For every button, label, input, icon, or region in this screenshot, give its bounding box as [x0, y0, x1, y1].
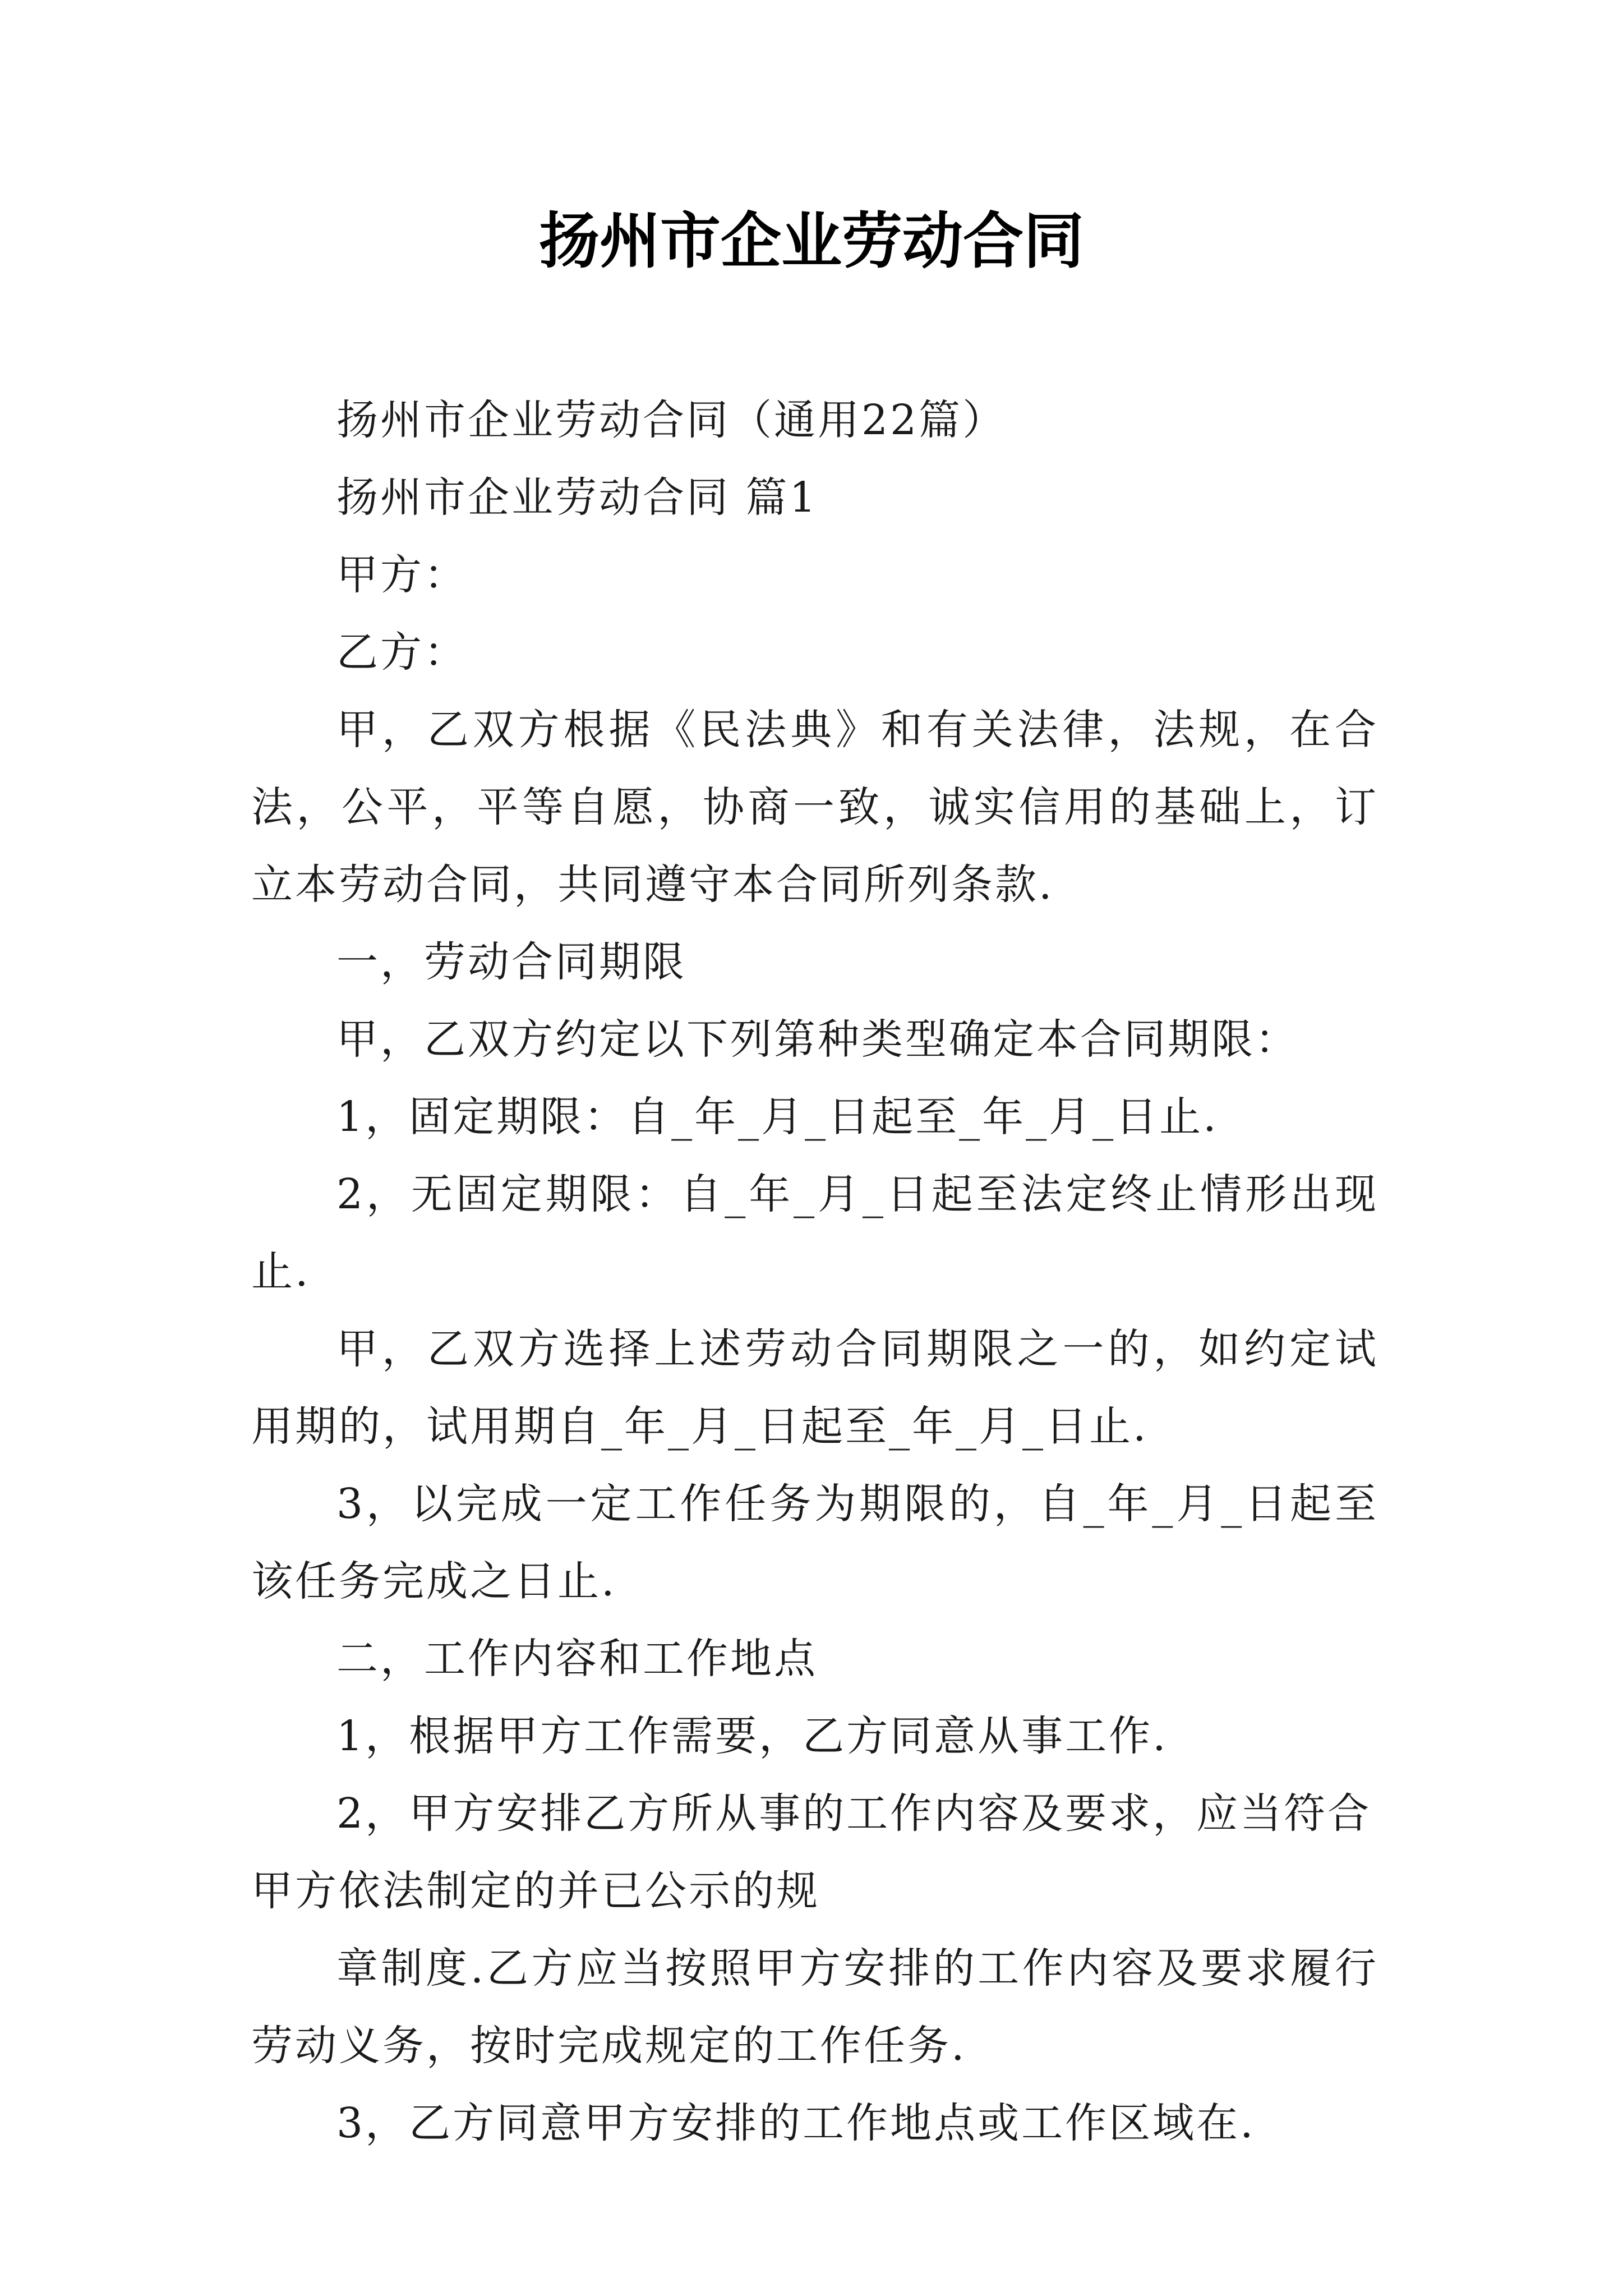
party-a-line: 甲方：	[336, 551, 468, 599]
section-heading: 扬州市企业劳动合同 篇1	[336, 473, 818, 522]
clause-heading-term: 一，劳动合同期限	[336, 938, 686, 986]
clause-paragraph: 2，无固定期限：自_年_月_日起至法定终止情形出现止.	[251, 1170, 1378, 1296]
clause-paragraph: 1，固定期限：自_年_月_日起至_年_月_日止.	[336, 1093, 1219, 1141]
preamble-paragraph: 甲，乙双方根据《民法典》和有关法律，法规，在合法，公平，平等自愿，协商一致，诚实信用的基础上，订立本劳动合同，共同遵守本合同所列条款.	[251, 706, 1378, 909]
party-b-line: 乙方：	[336, 628, 468, 677]
document-body	[251, 381, 1378, 2162]
clause-paragraph: 2，甲方安排乙方所从事的工作内容及要求，应当符合甲方依法制定的并已公示的规	[251, 1789, 1372, 1915]
clause-paragraph: 甲，乙双方选择上述劳动合同期限之一的，如约定试用期的，试用期自_年_月_日起至_年_月_日止.	[251, 1325, 1378, 1451]
subtitle-line: 扬州市企业劳动合同（通用22篇）	[336, 396, 1007, 444]
document-title: 扬州市企业劳动合同	[538, 206, 1084, 277]
clause-heading-work: 二，工作内容和工作地点	[336, 1635, 818, 1683]
clause-paragraph: 1，根据甲方工作需要，乙方同意从事工作.	[336, 1712, 1168, 1760]
clause-paragraph: 甲，乙双方约定以下列第种类型确定本合同期限：	[336, 1015, 1299, 1064]
clause-paragraph: 3，乙方同意甲方安排的工作地点或工作区域在.	[336, 2099, 1256, 2147]
clause-paragraph: 3，以完成一定工作任务为期限的，自_年_月_日起至该任务完成之日止.	[251, 1480, 1378, 1605]
clause-paragraph: 章制度.乙方应当按照甲方安排的工作内容及要求履行劳动义务，按时完成规定的工作任务.	[251, 1944, 1378, 2070]
